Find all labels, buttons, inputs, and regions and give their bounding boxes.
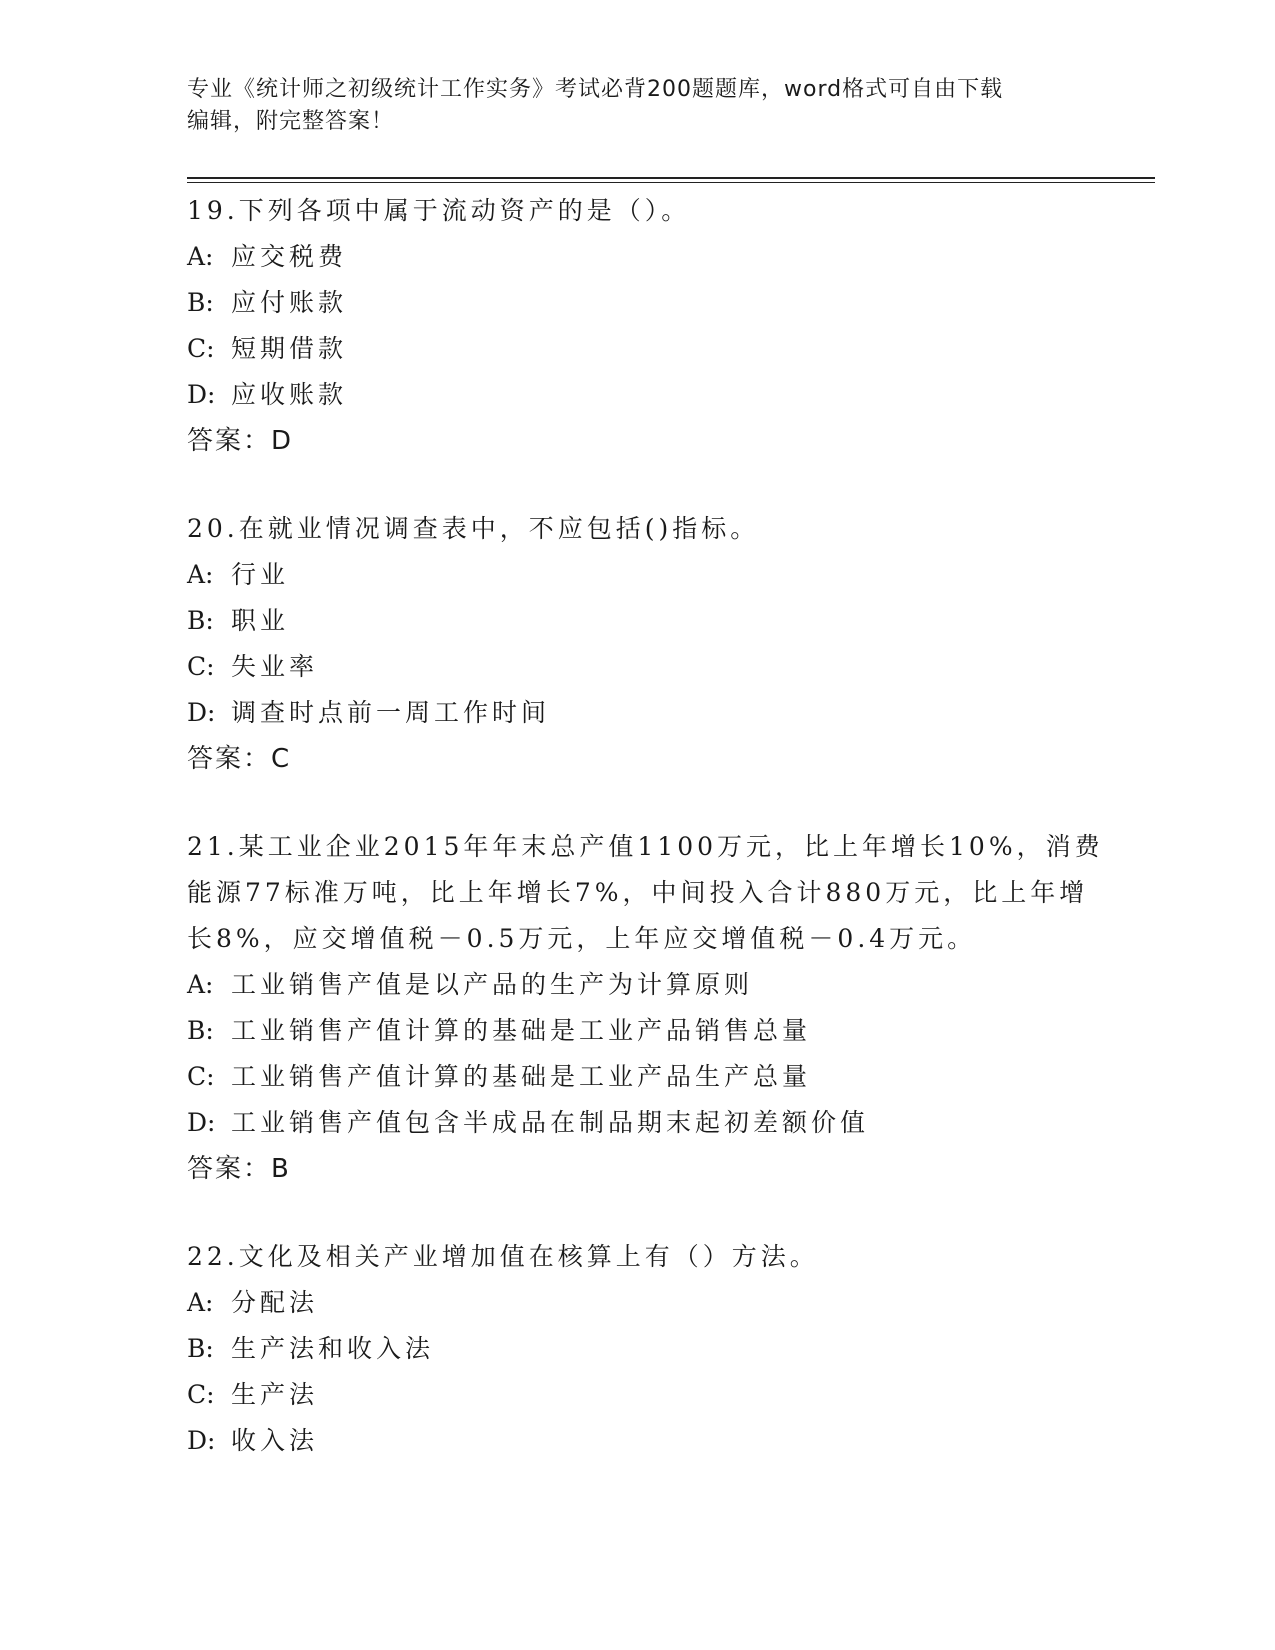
header-line-2: 编辑，附完整答案！ [187,109,395,134]
option-text: 应收账款 [231,380,348,409]
option-b [187,598,1087,644]
question-list [187,188,1104,1506]
option-letter: B: [187,1016,214,1045]
option-text: 工业销售产值包含半成品在制品期末起初差额价值 [231,1108,870,1137]
option-a [187,234,1087,280]
option-letter: A: [187,560,214,589]
option-text: 分配法 [231,1288,319,1317]
answer-line: 答案：B [187,1154,291,1184]
option-a [187,1280,1087,1326]
option-text: 工业销售产值是以产品的生产为计算原则 [231,970,754,999]
option-letter: C: [187,1380,215,1409]
option-d [187,1100,1087,1146]
option-letter: A: [187,1288,214,1317]
option-text: 生产法 [231,1380,319,1409]
answer-line: 答案：C [187,744,292,774]
option-b [187,1008,1087,1054]
option-text: 调查时点前一周工作时间 [231,698,551,727]
question-stem-line-2: 能源77标准万吨，比上年增长7%，中间投入合计880万元，比上年增 [187,878,1089,907]
header-line-1: 专业《统计师之初级统计工作实务》考试必背200题题库，word格式可自由下载 [187,77,1004,102]
answer-line: 答案：D [187,426,294,456]
header-divider-thin [187,182,1155,183]
option-text: 行业 [231,560,290,589]
option-letter: B: [187,606,214,635]
option-b [187,280,1087,326]
option-text: 短期借款 [231,334,348,363]
option-text: 收入法 [231,1426,319,1455]
option-letter: A: [187,242,214,271]
option-a [187,962,1087,1008]
question-stem: 19.下列各项中属于流动资产的是（）。 [187,196,691,225]
option-b [187,1326,1087,1372]
option-letter: A: [187,970,214,999]
option-d [187,1418,1087,1464]
header-divider-thick [187,177,1155,179]
option-letter: C: [187,1062,215,1091]
question-20 [187,506,1087,782]
document-header [187,74,1087,138]
option-text: 应交税费 [231,242,348,271]
option-letter: D: [187,1426,216,1455]
option-text: 生产法和收入法 [231,1334,435,1363]
option-c [187,1054,1087,1100]
option-text: 工业销售产值计算的基础是工业产品生产总量 [231,1062,812,1091]
option-d [187,690,1087,736]
question-stem: 20.在就业情况调查表中，不应包括()指标。 [187,514,760,543]
option-d [187,372,1087,418]
question-22 [187,1234,1087,1464]
question-stem: 22.文化及相关产业增加值在核算上有（）方法。 [187,1242,819,1271]
question-21 [187,824,1104,1192]
option-letter: B: [187,1334,214,1363]
question-19 [187,188,1087,464]
option-a [187,552,1087,598]
option-letter: C: [187,652,215,681]
option-letter: C: [187,334,215,363]
option-letter: D: [187,1108,216,1137]
option-text: 职业 [231,606,290,635]
option-letter: D: [187,698,216,727]
option-letter: D: [187,380,216,409]
option-text: 应付账款 [231,288,348,317]
option-c [187,644,1087,690]
option-text: 失业率 [231,652,319,681]
question-stem-line-3: 长8%，应交增值税－0.5万元，上年应交增值税－0.4万元。 [187,924,977,953]
option-text: 工业销售产值计算的基础是工业产品销售总量 [231,1016,812,1045]
option-c [187,326,1087,372]
question-stem-line-1: 21.某工业企业2015年年末总产值1100万元，比上年增长10%，消费 [187,832,1104,861]
option-letter: B: [187,288,214,317]
option-c [187,1372,1087,1418]
